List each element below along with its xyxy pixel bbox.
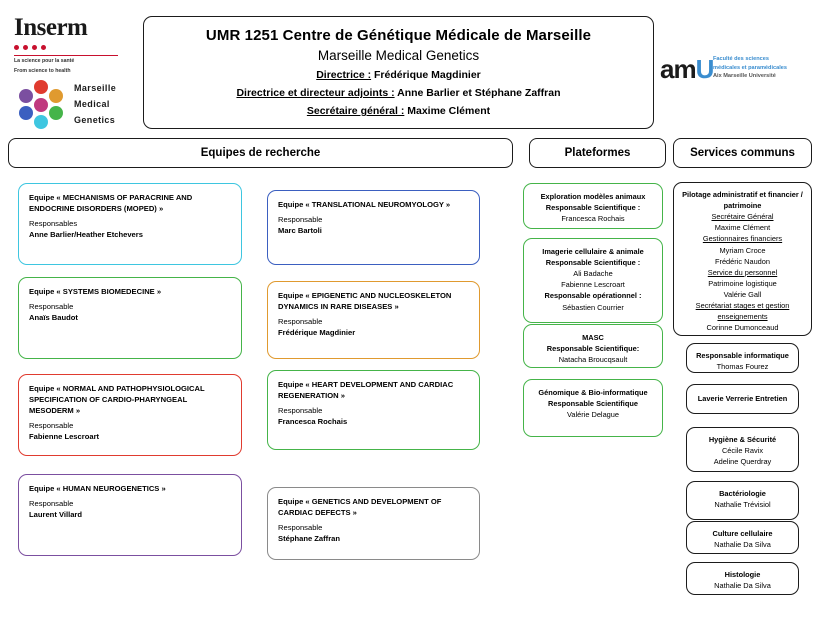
platform-person: Fabienne Lescroart bbox=[561, 280, 625, 290]
service-entry-label: Secrétaire Général bbox=[711, 212, 774, 222]
service-entry-label: Service du personnel bbox=[707, 267, 778, 277]
team-name: Equipe « TRANSLATIONAL NEUROMYOLOGY » bbox=[278, 200, 451, 209]
adjoints-names: Anne Barlier et Stéphane Zaffran bbox=[397, 87, 561, 99]
service-card-bacteriologie bbox=[686, 481, 799, 520]
team-person: Frédérique Magdinier bbox=[278, 328, 356, 337]
platform-person-operationnel: Sébastien Courrier bbox=[562, 302, 624, 312]
team-name: Equipe « MECHANISMS OF PARACRINE AND ENDOCRINE DISORDERS (MOPED) » bbox=[29, 193, 193, 213]
service-card-hygiene-securite bbox=[686, 427, 799, 472]
header-panel bbox=[143, 16, 654, 129]
platform-role-operationnel: Responsable opérationnel : bbox=[544, 291, 642, 301]
service-title: Bactériologie bbox=[719, 489, 766, 498]
column-header-services: Services communs bbox=[673, 138, 812, 168]
platform-role: Responsable Scientifique : bbox=[545, 203, 641, 213]
team-name: Equipe « EPIGENETIC AND NUCLEOSKELETON DYNAMICS IN RARE DISEASES » bbox=[278, 291, 452, 311]
platform-person: Valérie Delague bbox=[566, 410, 620, 420]
service-person: Adeline Querdray bbox=[713, 457, 772, 467]
amu-line-3: Aix Marseille Université bbox=[713, 73, 776, 80]
page-title: UMR 1251 Centre de Génétique Médicale de Marseille bbox=[205, 27, 592, 44]
inserm-divider bbox=[14, 55, 118, 56]
team-name: Equipe « NORMAL AND PATHOPHYSIOLOGICAL SPECIFICATION OF CARDIO-PHARYNGEAL MESODERM » bbox=[29, 384, 205, 415]
service-title: Histologie bbox=[724, 570, 761, 579]
team-name: Equipe « SYSTEMS BIOMEDECINE » bbox=[29, 287, 162, 296]
team-person: Laurent Villard bbox=[29, 510, 83, 519]
inserm-dots-icon bbox=[14, 45, 126, 52]
column-header-equipes: Equipes de recherche bbox=[8, 138, 513, 168]
platform-title: Génomique & Bio-informatique bbox=[538, 388, 648, 397]
inserm-wordmark: Inserm bbox=[14, 14, 88, 41]
platform-card-imagerie-cellulaire-animale bbox=[523, 238, 663, 323]
service-title: Responsable informatique bbox=[696, 351, 789, 360]
team-person: Fabienne Lescroart bbox=[29, 432, 100, 441]
inserm-logo bbox=[14, 14, 126, 76]
team-card-cardio-pharyngeal-mesoderm bbox=[18, 374, 242, 456]
mmg-logo bbox=[16, 78, 136, 134]
service-person: Nathalie Da Silva bbox=[714, 581, 771, 591]
directrice-line bbox=[144, 69, 653, 81]
team-person: Anaïs Baudot bbox=[29, 313, 78, 322]
inserm-tagline-fr: La science pour la santé bbox=[14, 58, 75, 64]
service-person: Thomas Fourez bbox=[716, 362, 769, 372]
platform-role: Responsable Scientifique bbox=[548, 399, 638, 409]
service-entry-name: Myriam Croce bbox=[719, 245, 766, 255]
secretaire-line bbox=[144, 105, 653, 117]
service-person: Nathalie Da Silva bbox=[714, 540, 771, 550]
amu-mark-u: U bbox=[695, 54, 714, 84]
team-card-moped bbox=[18, 183, 242, 265]
column-header-plateformes: Plateformes bbox=[529, 138, 666, 168]
team-card-cardiac-defects bbox=[267, 487, 480, 560]
service-card-laverie bbox=[686, 384, 799, 414]
mmg-line-2: Medical bbox=[74, 99, 110, 109]
amu-line-2: médicales et paramédicales bbox=[713, 64, 788, 71]
team-card-human-neurogenetics bbox=[18, 474, 242, 556]
team-role: Responsable bbox=[278, 215, 323, 224]
service-entry-name: Corinne Dumonceaud bbox=[706, 323, 779, 333]
platform-card-exploration-modeles-animaux bbox=[523, 183, 663, 229]
amu-line-1: Faculté des sciences bbox=[713, 56, 769, 62]
platform-title: MASC bbox=[582, 333, 604, 342]
platform-person: Francesca Rochais bbox=[561, 214, 625, 224]
platform-title: Exploration modèles animaux bbox=[540, 192, 646, 201]
service-entry-label: Gestionnaires financiers bbox=[702, 234, 783, 244]
team-role: Responsables bbox=[29, 219, 78, 228]
service-person: Nathalie Trévisiol bbox=[714, 500, 771, 510]
service-entry-name: Maxime Clément bbox=[714, 223, 771, 233]
service-entry-name: Valérie Gall Secrétariat stages et gestion enseignements bbox=[695, 289, 790, 322]
team-name: Equipe « GENETICS AND DEVELOPMENT OF CARDIAC DEFECTS » bbox=[278, 497, 442, 517]
team-card-epigenetic-nucleoskeleton bbox=[267, 281, 480, 359]
directrice-name: Frédérique Magdinier bbox=[374, 69, 481, 81]
platform-role: Responsable Scientifique: bbox=[546, 344, 640, 354]
adjoints-label: Directrice et directeur adjoints : bbox=[236, 87, 395, 99]
platform-person: Ali Badache bbox=[573, 269, 613, 279]
service-card-pilotage bbox=[673, 182, 812, 336]
amu-logo bbox=[660, 52, 820, 92]
amu-wordmark bbox=[660, 54, 713, 85]
team-name: Equipe « HEART DEVELOPMENT AND CARDIAC REGENERATION » bbox=[278, 380, 454, 400]
mmg-line-1: Marseille bbox=[74, 83, 117, 93]
service-title: Culture cellulaire bbox=[712, 529, 773, 538]
team-card-heart-development bbox=[267, 370, 480, 450]
secretaire-name: Maxime Clément bbox=[407, 105, 491, 117]
secretaire-label: Secrétaire général : bbox=[306, 105, 405, 117]
service-entry-name: Frédéric Naudon bbox=[714, 256, 771, 266]
team-role: Responsable bbox=[29, 499, 74, 508]
team-name: Equipe « HUMAN NEUROGENETICS » bbox=[29, 484, 166, 493]
service-card-culture-cellulaire bbox=[686, 521, 799, 554]
team-role: Responsable bbox=[29, 302, 74, 311]
team-role: Responsable bbox=[278, 317, 323, 326]
service-entry-name: Patrimoine logistique bbox=[708, 278, 777, 288]
service-card-responsable-informatique bbox=[686, 343, 799, 373]
team-person: Anne Barlier/Heather Etchevers bbox=[29, 230, 143, 239]
service-person: Cécile Ravix bbox=[721, 446, 764, 456]
platform-card-masc bbox=[523, 324, 663, 368]
mmg-line-3: Genetics bbox=[74, 115, 116, 125]
team-card-translational-neuromyology bbox=[267, 190, 480, 265]
directrice-label: Directrice : bbox=[316, 69, 372, 81]
team-person: Marc Bartoli bbox=[278, 226, 322, 235]
team-person: Francesca Rochais bbox=[278, 417, 348, 426]
team-card-systems-biomedecine bbox=[18, 277, 242, 359]
platform-card-genomique-bioinformatique bbox=[523, 379, 663, 437]
amu-mark-am: am bbox=[660, 54, 696, 84]
mmg-flower-icon bbox=[16, 80, 68, 130]
inserm-tagline-en: From science to health bbox=[14, 67, 71, 74]
adjoints-line bbox=[144, 87, 653, 99]
page-subtitle: Marseille Medical Genetics bbox=[317, 48, 480, 63]
service-card-histologie bbox=[686, 562, 799, 595]
team-role: Responsable bbox=[278, 406, 323, 415]
amu-subtitle bbox=[713, 55, 787, 81]
service-title: Pilotage administratif et financier / patrimoine bbox=[682, 190, 803, 211]
team-role: Responsable bbox=[278, 523, 323, 532]
platform-person: Natacha Broucqsault bbox=[558, 355, 628, 365]
platform-title: Imagerie cellulaire & animale bbox=[542, 247, 644, 256]
team-role: Responsable bbox=[29, 421, 74, 430]
service-title: Laverie Verrerie Entretien bbox=[697, 394, 788, 404]
service-title: Hygiène & Sécurité bbox=[708, 435, 777, 444]
platform-role: Responsable Scientifique : bbox=[545, 258, 641, 268]
team-person: Stéphane Zaffran bbox=[278, 534, 341, 543]
mmg-wordmark bbox=[74, 80, 116, 128]
